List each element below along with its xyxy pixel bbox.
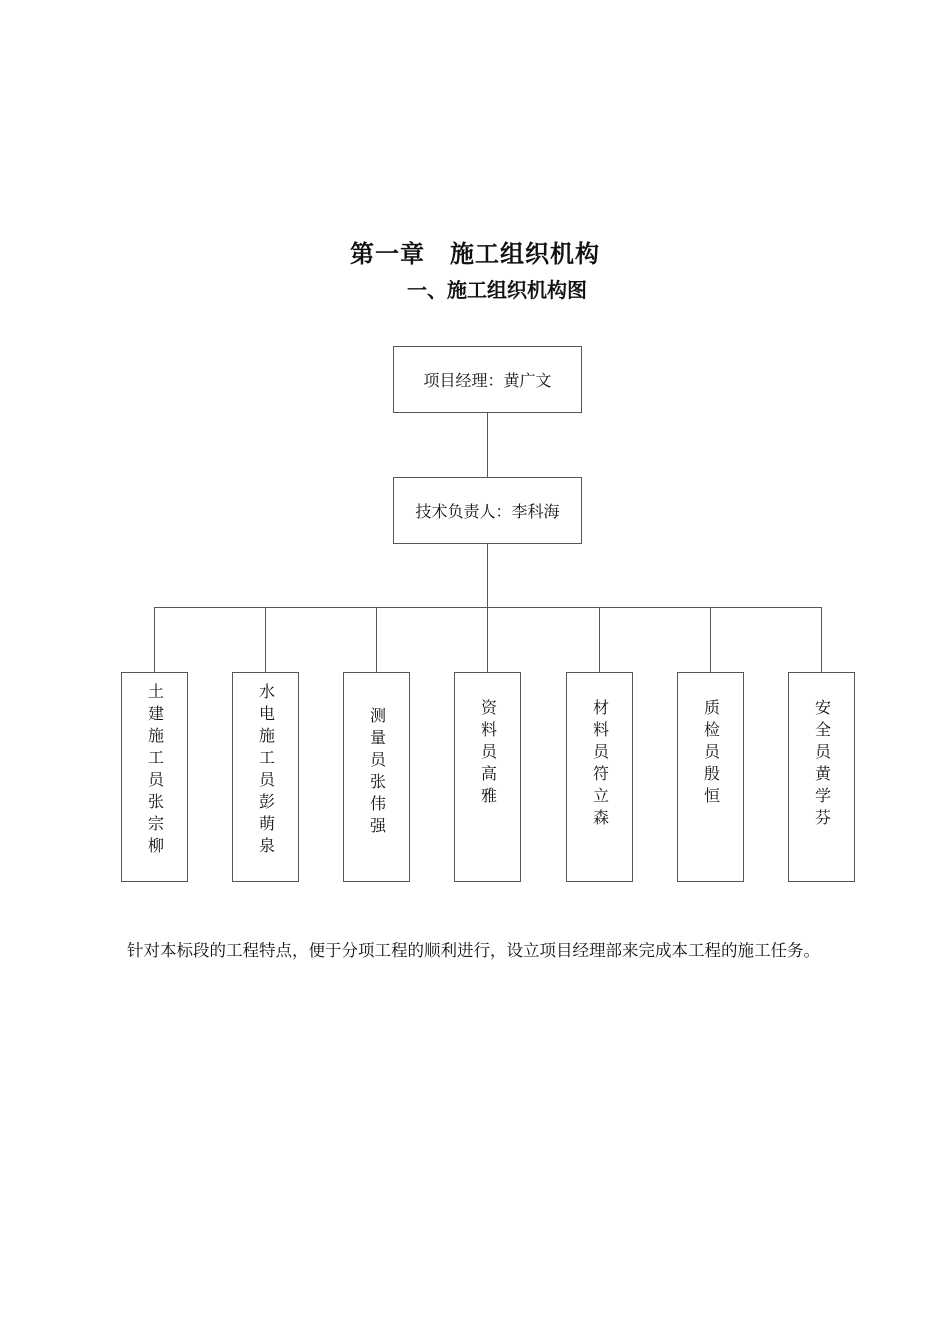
section-title: 一、施工组织机构图 xyxy=(407,278,587,302)
connector-drop-4 xyxy=(487,607,488,672)
member-box-documentation xyxy=(454,672,521,882)
member-box-materials xyxy=(566,672,633,882)
technical-lead-label: 技术负责人：李科海 xyxy=(415,502,560,521)
member-label-quality: 质检员殷恒 xyxy=(701,699,721,809)
connector-drop-3 xyxy=(376,607,377,672)
connector-drop-6 xyxy=(710,607,711,672)
member-box-plumbing-electrical xyxy=(232,672,299,882)
member-label-plumbing-electrical: 水电施工员彭萌泉 xyxy=(256,683,276,859)
connector-drop-5 xyxy=(599,607,600,672)
body-paragraph: 针对本标段的工程特点，便于分项工程的顺利进行，设立项目经理部来完成本工程的施工任务。 xyxy=(127,941,820,960)
member-label-documentation: 资料员高雅 xyxy=(478,699,498,809)
member-box-safety xyxy=(788,672,855,882)
connector-drop-2 xyxy=(265,607,266,672)
project-manager-label: 项目经理：黄广文 xyxy=(423,371,552,390)
member-label-civil: 土建施工员张宗柳 xyxy=(145,683,165,859)
connector-tech-to-bus xyxy=(487,544,488,607)
connector-manager-to-tech xyxy=(487,413,488,477)
chapter-title: 第一章 施工组织机构 xyxy=(350,240,600,268)
member-label-materials: 材料员符立森 xyxy=(590,699,610,831)
project-manager-box xyxy=(393,346,582,413)
technical-lead-box xyxy=(393,477,582,544)
member-box-surveyor xyxy=(343,672,410,882)
member-box-civil xyxy=(121,672,188,882)
member-box-quality xyxy=(677,672,744,882)
connector-drop-1 xyxy=(154,607,155,672)
member-label-surveyor: 测量员张伟强 xyxy=(367,707,387,839)
connector-horizontal-bus xyxy=(154,607,822,608)
connector-drop-7 xyxy=(821,607,822,672)
member-label-safety: 安全员黄学芬 xyxy=(812,699,832,831)
